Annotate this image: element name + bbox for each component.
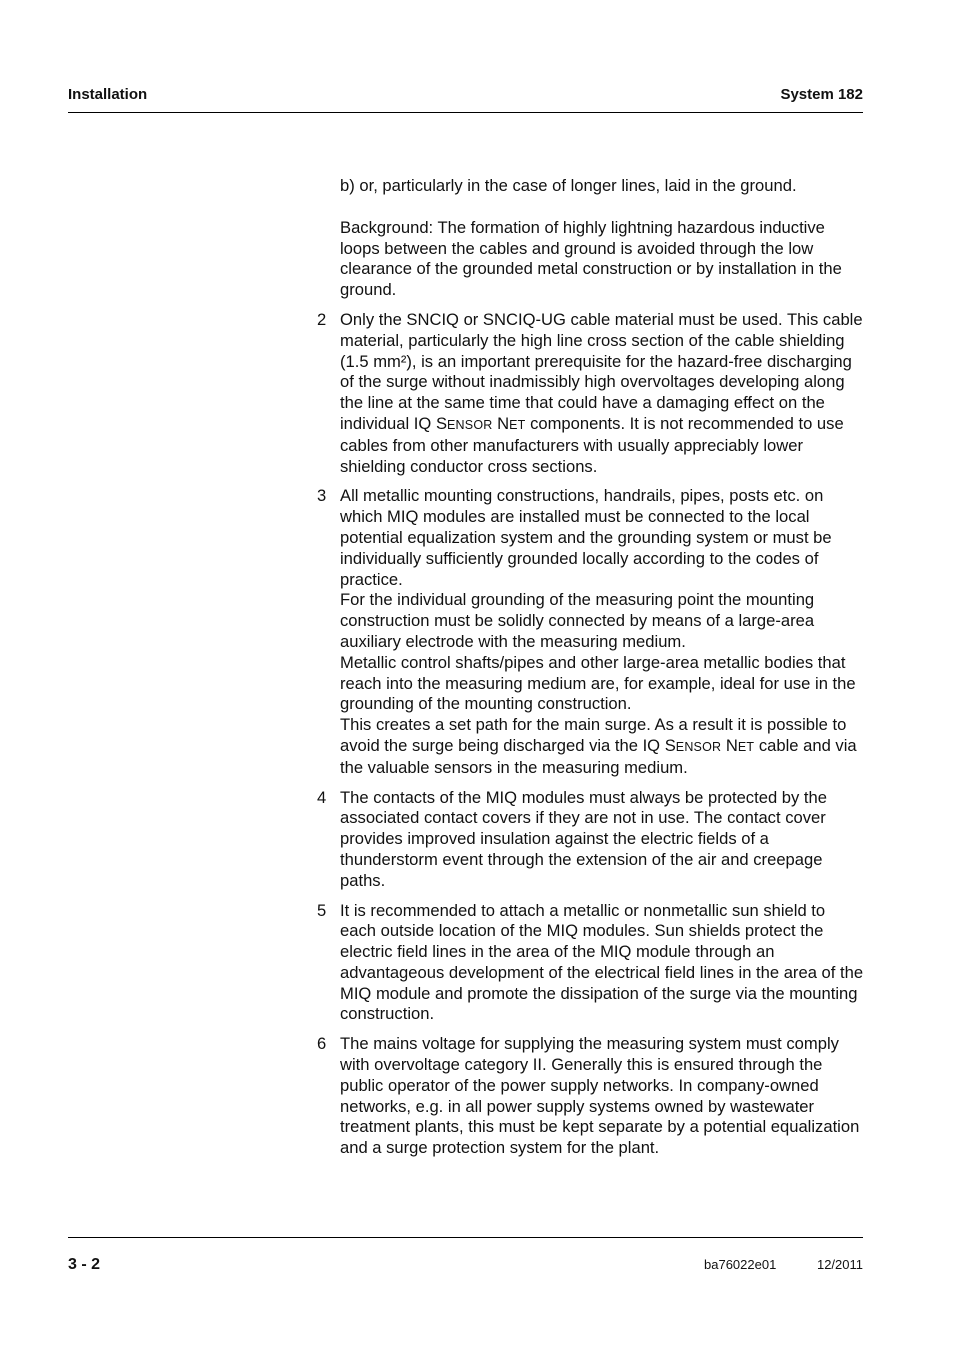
list-item-text: It is recommended to attach a metallic or nonmetallic sun shield to each outside location of the MIQ modules. Sun shields protect the electric field lines in the area of the MIQ module through an advantageous development of the electrical field lines in the area of the MIQ module and promote the dissipation of the surge via the mounting construction. (340, 900, 864, 1024)
list-item-text: Metallic control shafts/pipes and other large-area metallic bodies that reach into the measuring medium are, for example, ideal for use in the grounding of the mounting construction. (340, 652, 856, 714)
footer-page-number: 3 - 2 (68, 1256, 101, 1273)
header-product-name: System 182 (780, 86, 863, 103)
list-item-5 (317, 900, 865, 1026)
list-item-3 (317, 486, 865, 778)
list-number: 5 (317, 900, 327, 920)
list-item-text: The contacts of the MIQ modules must always be protected by the associated contact covers if they are not in use. The contact cover provides improved insulation against the electric fields of a thunderstorm event through the extension of the air and creepage paths. (340, 787, 827, 890)
intro-line-b: b) or, particularly in the case of longer lines, laid in the ground. (340, 176, 797, 195)
list-item-text: All metallic mounting constructions, handrails, pipes, posts etc. on which MIQ modules are installed must be connected to the local potential equalization system and the grounding system or must be individually sufficiently grounded locally according to the codes of practice. (340, 486, 832, 589)
list-item-2 (317, 309, 865, 477)
header-section-title: Installation (68, 86, 148, 103)
header-rule (68, 112, 863, 113)
page-body (317, 176, 865, 1159)
list-item-6 (317, 1034, 865, 1159)
list-number: 4 (317, 787, 327, 807)
list-number: 3 (317, 486, 327, 506)
list-item-text: For the individual grounding of the measuring point the mounting construction must be solidly connected by means of a large-area auxiliary electrode with the measuring medium. (340, 590, 815, 651)
list-number: 2 (317, 309, 327, 329)
list-item-text: Only the SNCIQ or SNCIQ-UG cable material must be used. This cable material, particularly the high line cross section of the cable shielding (1.5 mm²), is an important prerequisite for the hazard-free discharging of the surge without inadmissibly high overvoltages developing along the line at the same time that could have a damaging effect on the individual IQ SENSOR NET components. It is not recommended to use cables from other manufacturers with usually appreciably lower shielding conductor cross sections. (340, 309, 863, 476)
list-item-text: The mains voltage for supplying the measuring system must comply with overvoltage category II. Generally this is ensured through the public operator of the power supply networks. In company-owned networks, e.g. in all power supply systems owned by wastewater treatment plants, this must be kept separate by a potential equalization and a surge protection system for the plant. (340, 1034, 860, 1158)
footer-rule (68, 1237, 863, 1238)
intro-background: Background: The formation of highly lightning hazardous inductive loops between the cables and ground is avoided through the low clearance of the grounded metal construction or by installation in the ground. (340, 217, 842, 300)
list-number: 6 (317, 1034, 327, 1054)
footer-date: 12/2011 (816, 1257, 863, 1272)
page-header (68, 86, 863, 106)
list-item-text: This creates a set path for the main surge. As a result it is possible to avoid the surge being discharged via the IQ SENSOR NET cable and via the valuable sensors in the measuring medium. (340, 715, 857, 777)
list-item-4 (317, 787, 865, 892)
footer-doc-id: ba76022e01 (704, 1257, 777, 1272)
